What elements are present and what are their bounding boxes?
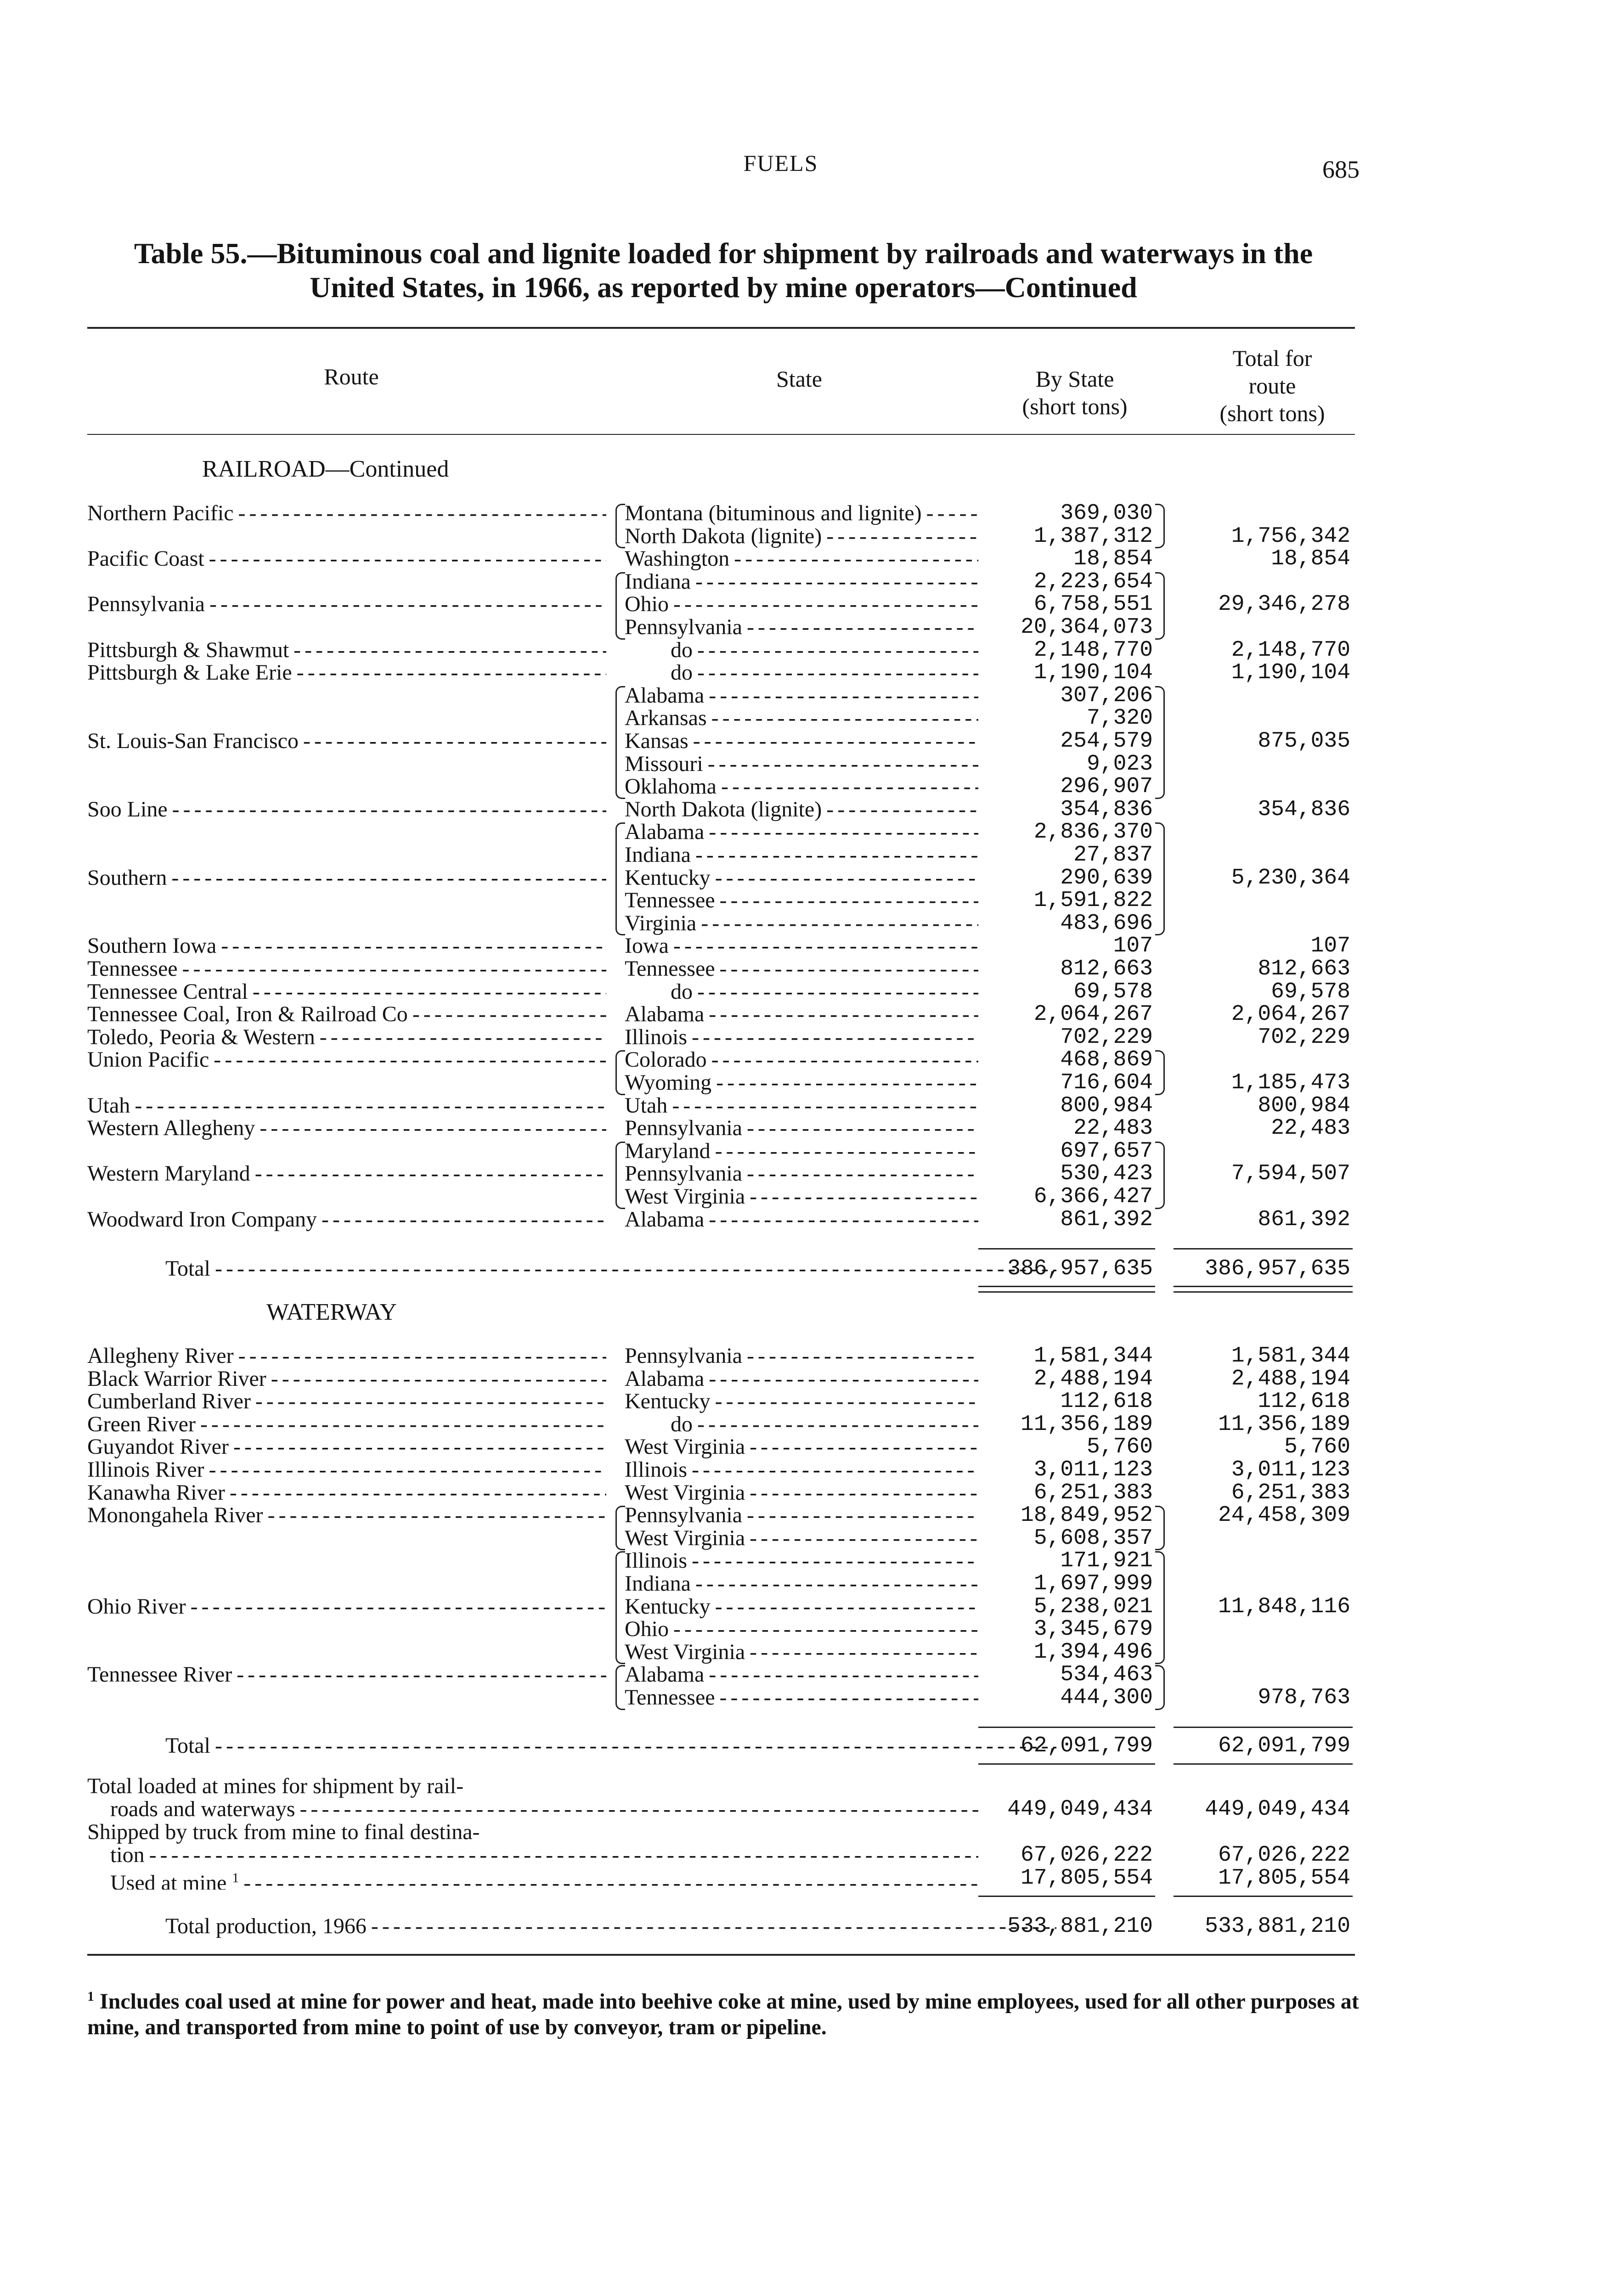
railroad-by-state-value: 2,223,654 xyxy=(1033,569,1153,594)
railroad-state-name: do - - - xyxy=(625,639,978,662)
waterway-by-state-value: 2,488,194 xyxy=(1033,1366,1153,1391)
railroad-row xyxy=(0,775,1597,798)
railroad-state-group-brace-left xyxy=(615,572,625,640)
railroad-by-state-value: 2,148,770 xyxy=(1033,637,1153,663)
railroad-row xyxy=(0,957,1597,980)
railroad-total-row xyxy=(0,1257,1597,1280)
waterway-sum-line-total xyxy=(1174,1727,1353,1728)
waterway-route-name: Illinois River - - - xyxy=(87,1458,606,1481)
footnote-text: Includes coal used at mine for power and heat, made into beehive coke at mine, used by mine employees, used for all other purposes at mine, and transported from mine to point of use by conveyor, tram or pipeline. xyxy=(87,1989,1359,2039)
railroad-state-name: Maryland - - - xyxy=(625,1140,978,1163)
waterway-state-name: Tennessee - - - xyxy=(625,1686,978,1709)
waterway-state-name: West Virginia - - - xyxy=(625,1527,978,1550)
railroad-route-name: Pittsburgh & Lake Erie - - - xyxy=(87,661,606,684)
railroad-row xyxy=(0,570,1597,593)
waterway-state-group-brace-left xyxy=(615,1551,625,1664)
column-header-total-line-2: route xyxy=(1248,373,1296,399)
railroad-by-state-value: 369,030 xyxy=(1060,501,1153,526)
railroad-route-name: Woodward Iron Company - - - xyxy=(87,1208,606,1231)
summary-truck-label-2: tion - - - xyxy=(110,1844,978,1867)
railroad-by-state-value: 290,639 xyxy=(1060,865,1153,890)
railroad-state-name: Montana (bituminous and lignite) - - - xyxy=(625,502,978,525)
waterway-route-name: Black Warrior River - - - xyxy=(87,1367,606,1390)
railroad-route-name: Western Maryland - - - xyxy=(87,1162,606,1185)
waterway-row xyxy=(0,1504,1597,1527)
railroad-route-total-value: 18,854 xyxy=(1271,546,1350,572)
railroad-route-total-value: 861,392 xyxy=(1258,1207,1350,1232)
railroad-row xyxy=(0,1026,1597,1049)
railroad-by-state-value: 702,229 xyxy=(1060,1024,1153,1050)
railroad-route-name: Pacific Coast - - - xyxy=(87,547,606,570)
summary-loaded-row-1 xyxy=(0,1775,1597,1798)
railroad-route-name: Soo Line - - - xyxy=(87,798,606,821)
waterway-row xyxy=(0,1572,1597,1595)
railroad-state-name: Kansas - - - xyxy=(625,730,978,753)
waterway-state-group-brace-left xyxy=(615,1665,625,1710)
railroad-state-name: Missouri - - - xyxy=(625,753,978,776)
waterway-total-row xyxy=(0,1734,1597,1757)
railroad-by-state-value: 296,907 xyxy=(1060,774,1153,799)
page-number: 685 xyxy=(1322,156,1360,183)
railroad-by-state-value: 107 xyxy=(1113,934,1153,959)
railroad-route-name: Southern Iowa - - - xyxy=(87,934,606,957)
column-header-total-for-route xyxy=(1180,344,1364,427)
railroad-state-name: Virginia - - - xyxy=(625,912,978,935)
railroad-state-group-brace-left xyxy=(615,822,625,935)
railroad-state-name: Kentucky - - - xyxy=(625,867,978,889)
railroad-route-total-value: 107 xyxy=(1310,934,1350,959)
railroad-state-group-brace-left xyxy=(615,1142,625,1209)
railroad-state-name: Indiana - - - xyxy=(625,844,978,867)
railroad-total-double-rule-3 xyxy=(978,1291,1155,1293)
waterway-by-state-value: 5,760 xyxy=(1086,1435,1153,1460)
railroad-by-state-value: 697,657 xyxy=(1060,1138,1153,1164)
railroad-route-name: Pittsburgh & Shawmut - - - xyxy=(87,639,606,662)
railroad-row xyxy=(0,1208,1597,1231)
waterway-state-group-brace-right xyxy=(1155,1665,1165,1710)
railroad-route-name: Northern Pacific - - - xyxy=(87,502,606,525)
waterway-state-name: Kentucky - - - xyxy=(625,1595,978,1618)
summary-used-label-text: Used at mine xyxy=(110,1871,227,1890)
railroad-row xyxy=(0,798,1597,821)
summary-used-label xyxy=(110,1867,978,1890)
waterway-route-name: Ohio River - - - xyxy=(87,1595,606,1618)
railroad-state-name: Pennsylvania - - - xyxy=(625,616,978,639)
summary-loaded-total: 449,049,434 xyxy=(1205,1797,1350,1822)
railroad-route-name: Tennessee Central - - - xyxy=(87,980,606,1003)
railroad-row xyxy=(0,867,1597,889)
waterway-row xyxy=(0,1481,1597,1504)
railroad-by-state-value: 7,320 xyxy=(1086,706,1153,731)
railroad-state-name: Alabama - - - xyxy=(625,1208,978,1231)
railroad-total-label: Total - - - xyxy=(165,1257,1056,1280)
waterway-route-total-value: 11,848,116 xyxy=(1218,1594,1350,1619)
railroad-by-state-value: 6,366,427 xyxy=(1033,1184,1153,1209)
railroad-state-name: do - - - xyxy=(625,661,978,684)
waterway-state-group-brace-right xyxy=(1155,1506,1165,1550)
railroad-total-double-rule-1 xyxy=(978,1286,1155,1287)
railroad-route-total-value: 69,578 xyxy=(1271,979,1350,1004)
waterway-route-total-value: 1,581,344 xyxy=(1231,1344,1350,1368)
railroad-route-name: Utah - - - xyxy=(87,1094,606,1117)
waterway-row xyxy=(0,1595,1597,1618)
railroad-route-total-value: 29,346,278 xyxy=(1218,592,1350,617)
summary-loaded-label-2: roads and waterways - - - xyxy=(110,1798,978,1821)
waterway-state-name: Kentucky - - - xyxy=(625,1390,978,1413)
section-heading-waterway: WATERWAY xyxy=(266,1299,397,1325)
waterway-total-route: 62,091,799 xyxy=(1218,1733,1350,1758)
production-rule-1 xyxy=(978,1896,1155,1897)
railroad-row xyxy=(0,525,1597,548)
table-caption xyxy=(87,236,1360,304)
railroad-by-state-value: 254,579 xyxy=(1060,729,1153,754)
railroad-total-double-rule-4 xyxy=(1174,1291,1353,1293)
railroad-state-name: Iowa - - - xyxy=(625,934,978,957)
waterway-route-name: Cumberland River - - - xyxy=(87,1390,606,1413)
railroad-sum-line-by-state xyxy=(978,1248,1155,1249)
railroad-by-state-value: 354,836 xyxy=(1060,797,1153,822)
waterway-state-name: West Virginia - - - xyxy=(625,1641,978,1664)
railroad-row xyxy=(0,821,1597,844)
waterway-by-state-value: 1,581,344 xyxy=(1033,1344,1153,1368)
summary-truck-label-1: Shipped by truck from mine to final destina- xyxy=(87,1821,480,1844)
summary-used-total: 17,805,554 xyxy=(1218,1866,1350,1891)
waterway-by-state-value: 6,251,383 xyxy=(1033,1480,1153,1505)
railroad-by-state-value: 468,869 xyxy=(1060,1047,1153,1073)
railroad-row xyxy=(0,1094,1597,1117)
waterway-route-name: Guyandot River - - - xyxy=(87,1435,606,1458)
waterway-row xyxy=(0,1458,1597,1481)
table-top-rule xyxy=(87,327,1355,329)
waterway-sum-line-by-state xyxy=(978,1727,1155,1728)
waterway-route-name: Allegheny River - - - xyxy=(87,1345,606,1367)
waterway-by-state-value: 534,463 xyxy=(1060,1662,1153,1688)
waterway-by-state-value: 18,849,952 xyxy=(1020,1503,1153,1528)
railroad-by-state-value: 2,064,267 xyxy=(1033,1002,1153,1027)
waterway-row xyxy=(0,1686,1597,1709)
railroad-state-name: North Dakota (lignite) - - - xyxy=(625,798,978,821)
waterway-state-group-brace-left xyxy=(615,1506,625,1550)
column-header-by-state-line-1: By State xyxy=(1035,366,1114,392)
railroad-row xyxy=(0,707,1597,730)
waterway-by-state-value: 1,697,999 xyxy=(1033,1571,1153,1596)
running-title: FUELS xyxy=(743,150,818,176)
waterway-state-name: Alabama - - - xyxy=(625,1663,978,1686)
railroad-by-state-value: 861,392 xyxy=(1060,1207,1153,1232)
railroad-row xyxy=(0,502,1597,525)
railroad-route-name: St. Louis-San Francisco - - - xyxy=(87,730,606,753)
railroad-row xyxy=(0,730,1597,753)
summary-truck-by-state: 67,026,222 xyxy=(1020,1843,1153,1868)
waterway-total-rule-1 xyxy=(978,1763,1155,1765)
waterway-row xyxy=(0,1345,1597,1367)
railroad-route-total-value: 812,663 xyxy=(1258,957,1350,981)
railroad-state-name: Wyoming - - - xyxy=(625,1071,978,1094)
railroad-route-name: Southern - - - xyxy=(87,867,606,889)
railroad-row xyxy=(0,912,1597,935)
railroad-state-name: Colorado - - - xyxy=(625,1048,978,1071)
railroad-row xyxy=(0,889,1597,912)
railroad-by-state-value: 20,364,073 xyxy=(1020,615,1153,640)
railroad-route-total-value: 800,984 xyxy=(1258,1093,1350,1118)
waterway-row xyxy=(0,1390,1597,1413)
railroad-row xyxy=(0,547,1597,570)
summary-production-total: 533,881,210 xyxy=(1205,1914,1350,1939)
railroad-route-total-value: 354,836 xyxy=(1258,797,1350,822)
railroad-state-group-brace-right xyxy=(1155,504,1165,548)
railroad-row xyxy=(0,980,1597,1003)
waterway-route-name: Kanawha River - - - xyxy=(87,1481,606,1504)
summary-loaded-by-state: 449,049,434 xyxy=(1007,1797,1153,1822)
waterway-total-by-state: 62,091,799 xyxy=(1020,1733,1153,1758)
waterway-state-name: Illinois - - - xyxy=(625,1458,978,1481)
railroad-state-name: Alabama - - - xyxy=(625,684,978,707)
waterway-state-group-brace-right xyxy=(1155,1551,1165,1664)
railroad-route-total-value: 702,229 xyxy=(1258,1024,1350,1050)
railroad-route-name: Pennsylvania - - - xyxy=(87,593,606,616)
railroad-row xyxy=(0,844,1597,867)
railroad-route-name: Tennessee Coal, Iron & Railroad Co - - - xyxy=(87,1003,606,1026)
railroad-by-state-value: 716,604 xyxy=(1060,1070,1153,1095)
railroad-by-state-value: 9,023 xyxy=(1086,751,1153,777)
railroad-route-total-value: 1,185,473 xyxy=(1231,1070,1350,1095)
waterway-route-name: Monongahela River - - - xyxy=(87,1504,606,1527)
railroad-state-group-brace-left xyxy=(615,504,625,548)
column-header-by-state-line-2: (short tons) xyxy=(1022,394,1128,419)
column-header-route: Route xyxy=(324,364,379,389)
railroad-route-name: Western Allegheny - - - xyxy=(87,1117,606,1140)
waterway-by-state-value: 3,345,679 xyxy=(1033,1617,1153,1642)
waterway-row xyxy=(0,1413,1597,1436)
waterway-by-state-value: 112,618 xyxy=(1060,1389,1153,1414)
railroad-by-state-value: 18,854 xyxy=(1073,546,1153,572)
waterway-route-total-value: 6,251,383 xyxy=(1231,1480,1350,1505)
footnote xyxy=(87,1984,1360,2040)
waterway-row xyxy=(0,1618,1597,1641)
waterway-by-state-value: 1,394,496 xyxy=(1033,1639,1153,1665)
waterway-by-state-value: 444,300 xyxy=(1060,1685,1153,1710)
railroad-by-state-value: 812,663 xyxy=(1060,957,1153,981)
summary-used-footnote-mark: 1 xyxy=(232,1870,239,1885)
railroad-state-group-brace-right xyxy=(1155,822,1165,935)
waterway-state-name: West Virginia - - - xyxy=(625,1481,978,1504)
railroad-state-name: Pennsylvania - - - xyxy=(625,1117,978,1140)
railroad-state-name: Arkansas - - - xyxy=(625,707,978,730)
railroad-by-state-value: 800,984 xyxy=(1060,1093,1153,1118)
railroad-row xyxy=(0,684,1597,707)
railroad-state-name: Oklahoma - - - xyxy=(625,775,978,798)
waterway-row xyxy=(0,1549,1597,1572)
column-header-rule xyxy=(87,434,1355,435)
railroad-by-state-value: 1,387,312 xyxy=(1033,523,1153,549)
summary-used-row xyxy=(0,1867,1597,1890)
waterway-row xyxy=(0,1435,1597,1458)
railroad-state-name: Indiana - - - xyxy=(625,570,978,593)
railroad-row xyxy=(0,1117,1597,1140)
railroad-route-total-value: 2,148,770 xyxy=(1231,637,1350,663)
waterway-state-name: do - - - xyxy=(625,1413,978,1436)
waterway-state-name: Illinois - - - xyxy=(625,1549,978,1572)
railroad-sum-line-total xyxy=(1174,1248,1353,1249)
production-rule-2 xyxy=(1174,1896,1353,1897)
railroad-state-name: Utah - - - xyxy=(625,1094,978,1117)
railroad-state-name: Alabama - - - xyxy=(625,1003,978,1026)
railroad-route-total-value: 7,594,507 xyxy=(1231,1161,1350,1187)
summary-loaded-label-1: Total loaded at mines for shipment by rail- xyxy=(87,1775,464,1798)
waterway-by-state-value: 5,608,357 xyxy=(1033,1525,1153,1551)
railroad-state-group-brace-right xyxy=(1155,686,1165,799)
railroad-row xyxy=(0,934,1597,957)
waterway-row xyxy=(0,1367,1597,1390)
railroad-state-name: Washington - - - xyxy=(625,547,978,570)
waterway-route-name: Green River - - - xyxy=(87,1413,606,1436)
waterway-by-state-value: 11,356,189 xyxy=(1020,1412,1153,1437)
waterway-total-rule-2 xyxy=(1174,1763,1353,1765)
summary-used-by-state: 17,805,554 xyxy=(1020,1866,1153,1891)
railroad-state-name: Pennsylvania - - - xyxy=(625,1162,978,1185)
column-header-total-line-3: (short tons) xyxy=(1219,400,1325,426)
caption-line-1: Table 55.—Bituminous coal and lignite loaded for shipment by railroads and waterways in the xyxy=(134,237,1313,270)
railroad-route-total-value: 5,230,364 xyxy=(1231,865,1350,890)
railroad-row xyxy=(0,1071,1597,1094)
railroad-by-state-value: 483,696 xyxy=(1060,911,1153,936)
caption-line-2: United States, in 1966, as reported by mine operators—Continued xyxy=(310,271,1137,304)
railroad-by-state-value: 27,837 xyxy=(1073,843,1153,867)
railroad-route-total-value: 2,064,267 xyxy=(1231,1002,1350,1027)
waterway-by-state-value: 5,238,021 xyxy=(1033,1594,1153,1619)
waterway-row xyxy=(0,1527,1597,1550)
railroad-row xyxy=(0,1140,1597,1163)
railroad-row xyxy=(0,593,1597,616)
railroad-by-state-value: 22,483 xyxy=(1073,1116,1153,1141)
railroad-row xyxy=(0,1162,1597,1185)
railroad-state-name: Illinois - - - xyxy=(625,1026,978,1049)
waterway-route-total-value: 2,488,194 xyxy=(1231,1366,1350,1391)
summary-production-label: Total production, 1966 - - - xyxy=(165,1915,1056,1938)
waterway-row xyxy=(0,1641,1597,1664)
railroad-state-name: Tennessee - - - xyxy=(625,957,978,980)
summary-truck-row-2 xyxy=(0,1844,1597,1867)
waterway-route-total-value: 24,458,309 xyxy=(1218,1503,1350,1528)
summary-production-row xyxy=(0,1915,1597,1938)
railroad-by-state-value: 69,578 xyxy=(1073,979,1153,1004)
waterway-row xyxy=(0,1663,1597,1686)
railroad-state-group-brace-right xyxy=(1155,1142,1165,1209)
table-bottom-rule xyxy=(87,1954,1355,1956)
column-header-by-state xyxy=(983,365,1167,420)
railroad-by-state-value: 6,758,551 xyxy=(1033,592,1153,617)
railroad-state-name: do - - - xyxy=(625,980,978,1003)
railroad-state-group-brace-right xyxy=(1155,572,1165,640)
waterway-route-total-value: 5,760 xyxy=(1284,1435,1350,1460)
waterway-route-total-value: 11,356,189 xyxy=(1218,1412,1350,1437)
railroad-total-route: 386,957,635 xyxy=(1205,1256,1350,1281)
railroad-by-state-value: 530,423 xyxy=(1060,1161,1153,1187)
railroad-state-name: Ohio - - - xyxy=(625,593,978,616)
railroad-route-name: Tennessee - - - xyxy=(87,957,606,980)
waterway-by-state-value: 171,921 xyxy=(1060,1548,1153,1574)
railroad-route-name: Union Pacific - - - xyxy=(87,1048,606,1071)
summary-truck-row-1 xyxy=(0,1821,1597,1844)
column-header-state: State xyxy=(776,366,822,392)
waterway-state-name: Pennsylvania - - - xyxy=(625,1504,978,1527)
railroad-route-name: Toledo, Peoria & Western - - - xyxy=(87,1026,606,1049)
waterway-state-name: Alabama - - - xyxy=(625,1367,978,1390)
railroad-row xyxy=(0,753,1597,776)
railroad-state-name: Tennessee - - - xyxy=(625,889,978,912)
railroad-state-name: West Virginia - - - xyxy=(625,1185,978,1208)
waterway-route-total-value: 3,011,123 xyxy=(1231,1458,1350,1482)
railroad-total-double-rule-2 xyxy=(1174,1286,1353,1287)
railroad-by-state-value: 1,190,104 xyxy=(1033,660,1153,686)
waterway-route-name: Tennessee River - - - xyxy=(87,1663,606,1686)
railroad-by-state-value: 307,206 xyxy=(1060,683,1153,708)
railroad-route-total-value: 22,483 xyxy=(1271,1116,1350,1141)
waterway-route-total-value: 112,618 xyxy=(1258,1389,1350,1414)
waterway-total-label: Total - - - xyxy=(165,1734,1056,1757)
railroad-state-group-brace-right xyxy=(1155,1050,1165,1095)
waterway-state-name: West Virginia - - - xyxy=(625,1435,978,1458)
waterway-by-state-value: 3,011,123 xyxy=(1033,1458,1153,1482)
railroad-state-name: Alabama - - - xyxy=(625,821,978,844)
waterway-state-name: Indiana - - - xyxy=(625,1572,978,1595)
footnote-mark: 1 xyxy=(87,1989,94,2004)
railroad-total-by-state: 386,957,635 xyxy=(1007,1256,1153,1281)
railroad-route-total-value: 1,756,342 xyxy=(1231,523,1350,549)
summary-loaded-row-2 xyxy=(0,1798,1597,1821)
railroad-state-group-brace-left xyxy=(615,1050,625,1095)
railroad-route-total-value: 875,035 xyxy=(1258,729,1350,754)
section-heading-railroad: RAILROAD—Continued xyxy=(202,456,449,482)
summary-truck-total: 67,026,222 xyxy=(1218,1843,1350,1868)
railroad-row xyxy=(0,616,1597,639)
waterway-route-total-value: 978,763 xyxy=(1258,1685,1350,1710)
railroad-route-total-value: 1,190,104 xyxy=(1231,660,1350,686)
railroad-row xyxy=(0,661,1597,684)
summary-production-by-state: 533,881,210 xyxy=(1007,1914,1153,1939)
railroad-row xyxy=(0,639,1597,662)
railroad-row xyxy=(0,1185,1597,1208)
railroad-by-state-value: 1,591,822 xyxy=(1033,888,1153,913)
column-header-total-line-1: Total for xyxy=(1232,345,1312,371)
railroad-state-group-brace-left xyxy=(615,686,625,799)
waterway-state-name: Pennsylvania - - - xyxy=(625,1345,978,1367)
railroad-row xyxy=(0,1003,1597,1026)
railroad-by-state-value: 2,836,370 xyxy=(1033,820,1153,845)
waterway-state-name: Ohio - - - xyxy=(625,1618,978,1641)
railroad-state-name: North Dakota (lignite) - - - xyxy=(625,525,978,548)
railroad-row xyxy=(0,1048,1597,1071)
